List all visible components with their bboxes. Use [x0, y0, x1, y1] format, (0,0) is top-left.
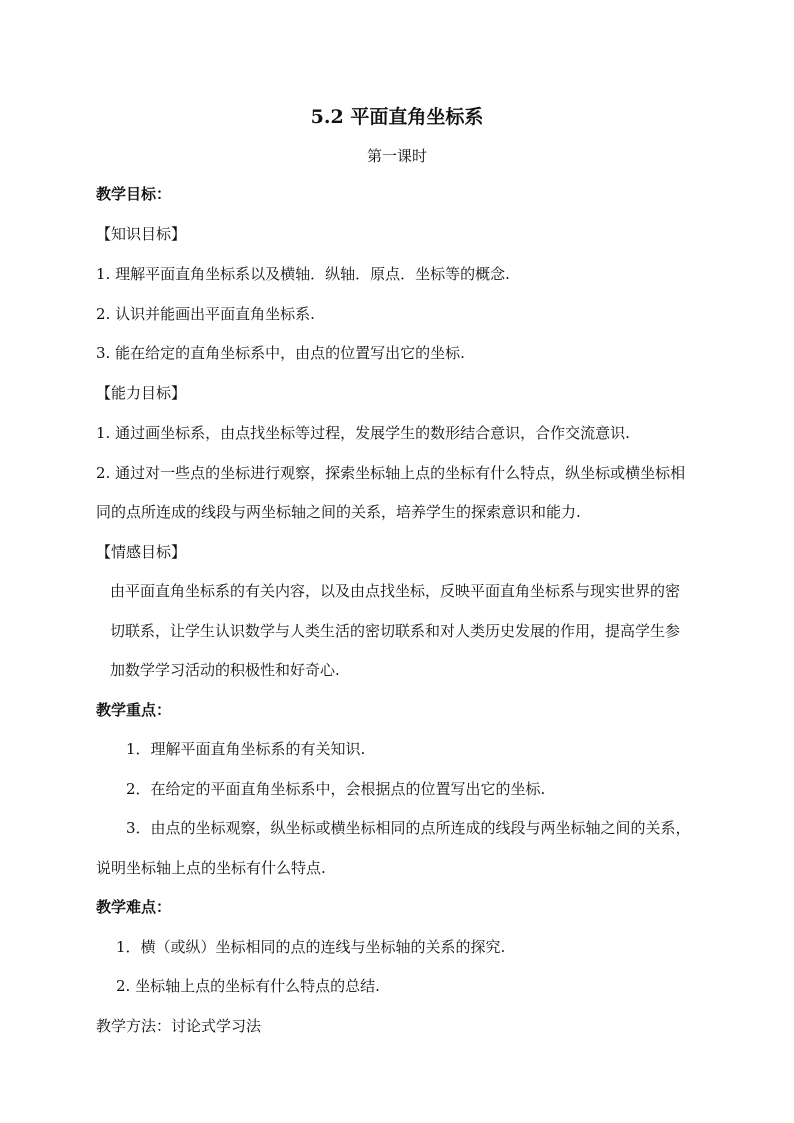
difficulty-1: 1．横（或纵）坐标相同的点的连线与坐标轴的关系的探究.: [116, 938, 506, 956]
ability-item-1: 1. 通过画坐标系，由点找坐标等过程，发展学生的数形结合意识，合作交流意识.: [96, 424, 630, 442]
emotion-line-1: 由平面直角坐标系的有关内容，以及由点找坐标，反映平面直角坐标系与现实世界的密: [110, 582, 681, 600]
objectives-heading: 教学目标：: [96, 185, 172, 203]
ability-heading: 【能力目标】: [96, 384, 187, 402]
document-title: 5.2 平面直角坐标系: [310, 106, 484, 128]
ability-item-2-line-1: 2. 通过对一些点的坐标进行观察，探索坐标轴上点的坐标有什么特点，纵坐标或横坐标相: [96, 464, 686, 482]
knowledge-item-3: 3. 能在给定的直角坐标系中，由点的位置写出它的坐标.: [96, 344, 465, 362]
key-point-2: 2．在给定的平面直角坐标系中，会根据点的位置写出它的坐标.: [126, 780, 546, 798]
emotion-line-2: 切联系，让学生认识数学与人类生活的密切联系和对人类历史发展的作用，提高学生参: [110, 622, 681, 640]
knowledge-heading: 【知识目标】: [96, 225, 187, 243]
knowledge-item-2: 2. 认识并能画出平面直角坐标系.: [96, 305, 315, 323]
key-point-3-line-2: 说明坐标轴上点的坐标有什么特点.: [96, 859, 326, 877]
difficulties-heading: 教学难点：: [96, 898, 172, 916]
difficulty-2: 2. 坐标轴上点的坐标有什么特点的总结.: [116, 977, 380, 995]
key-points-heading: 教学重点：: [96, 701, 172, 719]
document-subtitle: 第一课时: [366, 147, 427, 165]
key-point-1: 1．理解平面直角坐标系的有关知识.: [126, 740, 366, 758]
ability-item-2-line-2: 同的点所连成的线段与两坐标轴之间的关系，培养学生的探索意识和能力.: [96, 503, 581, 521]
key-point-3-line-1: 3．由点的坐标观察，纵坐标或横坐标相同的点所连成的线段与两坐标轴之间的关系，: [126, 819, 691, 837]
knowledge-item-1: 1. 理解平面直角坐标系以及横轴．纵轴．原点．坐标等的概念.: [96, 265, 510, 283]
emotion-line-3: 加数学学习活动的积极性和好奇心.: [110, 661, 340, 679]
teaching-method: 教学方法：讨论式学习法: [96, 1017, 262, 1035]
emotion-heading: 【情感目标】: [96, 543, 187, 561]
